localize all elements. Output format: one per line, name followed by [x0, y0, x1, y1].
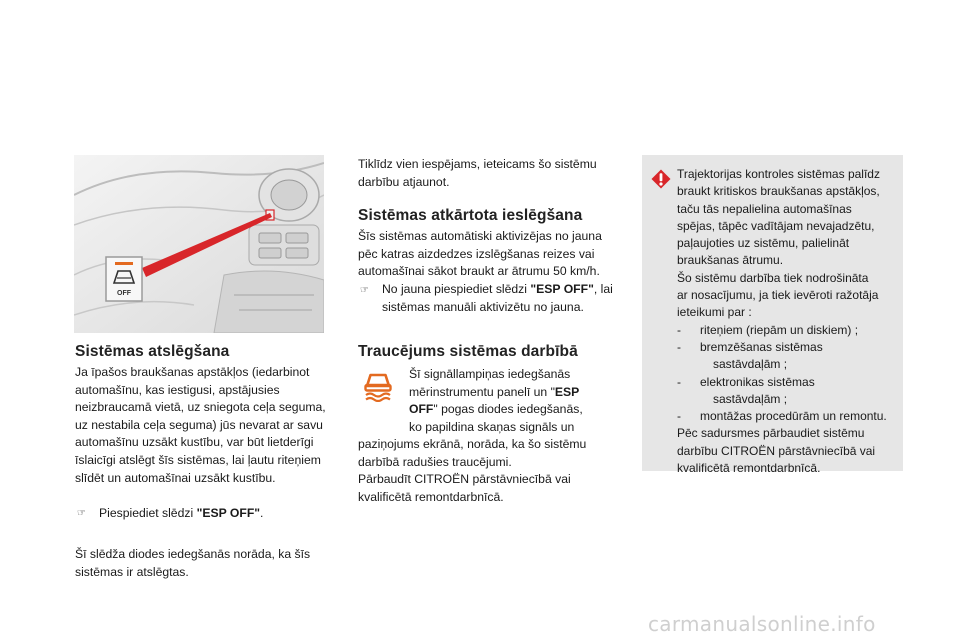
dash-bullet: -: [677, 374, 681, 389]
text-line: [409, 401, 629, 419]
text-line: sistēmas ir atslēgtas.: [75, 564, 189, 579]
text-line: sastāvdaļām ;: [713, 357, 788, 372]
text-line: bremzēšanas sistēmas: [700, 339, 823, 354]
text-line: montāžas procedūrām un remontu.: [700, 409, 887, 424]
dash-bullet: -: [677, 409, 681, 424]
text-line: pēc katras aizdedzes izslēgšanas reizes vai: [358, 246, 595, 261]
text-line: automašīnai sākot braukt ar ātrumu 50 km/h.: [358, 264, 600, 279]
switch-label: OFF: [117, 290, 131, 297]
text-line: Šīs sistēmas automātiski aktivizējas no jauna: [358, 229, 602, 243]
text-line: slīdēt un automašīnai uzsākt kustību.: [75, 470, 276, 485]
text-line: Tiklīdz vien iespējams, ieteicams šo sistēmu: [358, 157, 597, 171]
text-line: braukšanas ātrumu.: [677, 253, 784, 268]
esp-warning-lamp-icon: [360, 366, 396, 402]
text-line: Pārbaudīt CITROËN pārstāvniecībā vai: [358, 472, 571, 487]
text-line: Ja īpašos braukšanas apstākļos (iedarbinot: [75, 365, 310, 379]
dashboard-illustration: [74, 155, 324, 333]
text-line: sastāvdaļām ;: [713, 391, 788, 406]
text-fragment: " pogas diodes iedegšanās,: [433, 402, 583, 417]
list-item: [677, 408, 901, 425]
list-item: [677, 339, 901, 374]
text-line: darbību atjaunot.: [358, 174, 450, 189]
reactivate-advice: [358, 156, 618, 191]
list-item: [677, 322, 901, 339]
reactivation-instruction: [382, 281, 627, 316]
deactivation-paragraph: [75, 364, 335, 487]
esp-label: ESP: [554, 384, 580, 399]
text-line: elektronikas sistēmas: [700, 374, 815, 389]
text-line: ieteikumi par :: [677, 305, 752, 320]
malfunction-text-bottom: [358, 436, 628, 506]
text-line: Trajektorijas kontroles sistēmas palīdz: [677, 167, 880, 181]
esp-off-switch-icon: [106, 257, 142, 301]
led-note: [75, 546, 335, 581]
text-line: [382, 281, 627, 299]
text-line: darbību CITROËN pārstāvniecībā vai: [677, 443, 876, 458]
text-line: īslaicīgi atslēgt šīs sistēmas, lai ļautu riteņiem: [75, 452, 321, 467]
text-line: kvalificētā remontdarbnīcā.: [677, 461, 821, 476]
text-line: paļaujoties uz sistēmu, palielināt: [677, 236, 850, 251]
esp-off-label: "ESP OFF": [530, 282, 594, 296]
text-line: kvalificētā remontdarbnīcā.: [358, 489, 504, 504]
list-item: [677, 374, 901, 409]
instruction-end: .: [260, 506, 264, 520]
pointer-bullet-icon: ☞: [77, 508, 86, 519]
instruction-text: No jauna piespiediet slēdzi: [382, 282, 531, 296]
text-line: riteņiem (riepām un diskiem) ;: [700, 322, 859, 337]
text-line: automašīnu, kas iestigusi, apstājusies: [75, 382, 280, 397]
text-line: Pēc sadursmes pārbaudiet sistēmu: [677, 426, 865, 441]
text-line: braukt kritiskos braukšanas apstākļos,: [677, 184, 880, 199]
instruction-end: , lai: [593, 282, 613, 296]
reactivation-paragraph: [358, 228, 623, 281]
text-line: Šo sistēmu darbība tiek nodrošināta: [677, 270, 869, 285]
text-line: Šī slēdža diodes iedegšanās norāda, ka šīs: [75, 547, 311, 561]
text-line: spējas, tāpēc vadītājam nevajadzētu,: [677, 218, 875, 233]
text-line: neizbraucamā vietā, uz sniegota ceļa seguma,: [75, 400, 326, 415]
text-line: uz nestabila ceļa seguma) jūs nevarat ar savu: [75, 417, 323, 432]
text-fragment: mērinstrumentu panelī un ": [409, 384, 555, 399]
text-line: darbībā radušies traucējumi.: [358, 454, 512, 469]
text-line: sistēmas manuāli aktivizētu no jauna.: [382, 299, 584, 314]
watermark: carmanualsonline.info: [648, 612, 876, 636]
text-line: automašīnu uzsākt kustību, var būt lietderīgi: [75, 435, 314, 450]
pointer-bullet-icon: ☞: [360, 285, 369, 296]
warning-text: [677, 166, 901, 477]
malfunction-text-top: [409, 366, 629, 436]
warning-exclamation-icon: [651, 169, 671, 189]
esp-off-label: "ESP OFF": [196, 506, 261, 520]
text-line: [409, 384, 629, 402]
dash-bullet: -: [677, 339, 681, 354]
heading-deactivation: Sistēmas atslēgšana: [75, 343, 230, 360]
text-line: Šī signāllampiņas iedegšanās: [409, 367, 571, 381]
text-line: ko papildina skaņas signāls un: [409, 419, 575, 434]
text-line: ar nosacījumu, ja tiek ievēroti ražotāja: [677, 288, 879, 303]
instruction-text: Piespiediet slēdzi: [99, 506, 197, 520]
instruction-press-switch: [99, 505, 263, 523]
dash-bullet: -: [677, 322, 681, 337]
heading-malfunction: Traucējums sistēmas darbībā: [358, 343, 578, 360]
off-label: OFF: [409, 402, 434, 417]
text-line: paziņojums ekrānā, norāda, ka šo sistēmu: [358, 437, 587, 451]
heading-reactivation: Sistēmas atkārtota ieslēgšana: [358, 207, 583, 224]
text-line: taču tās nepalielina automašīnas: [677, 201, 852, 216]
